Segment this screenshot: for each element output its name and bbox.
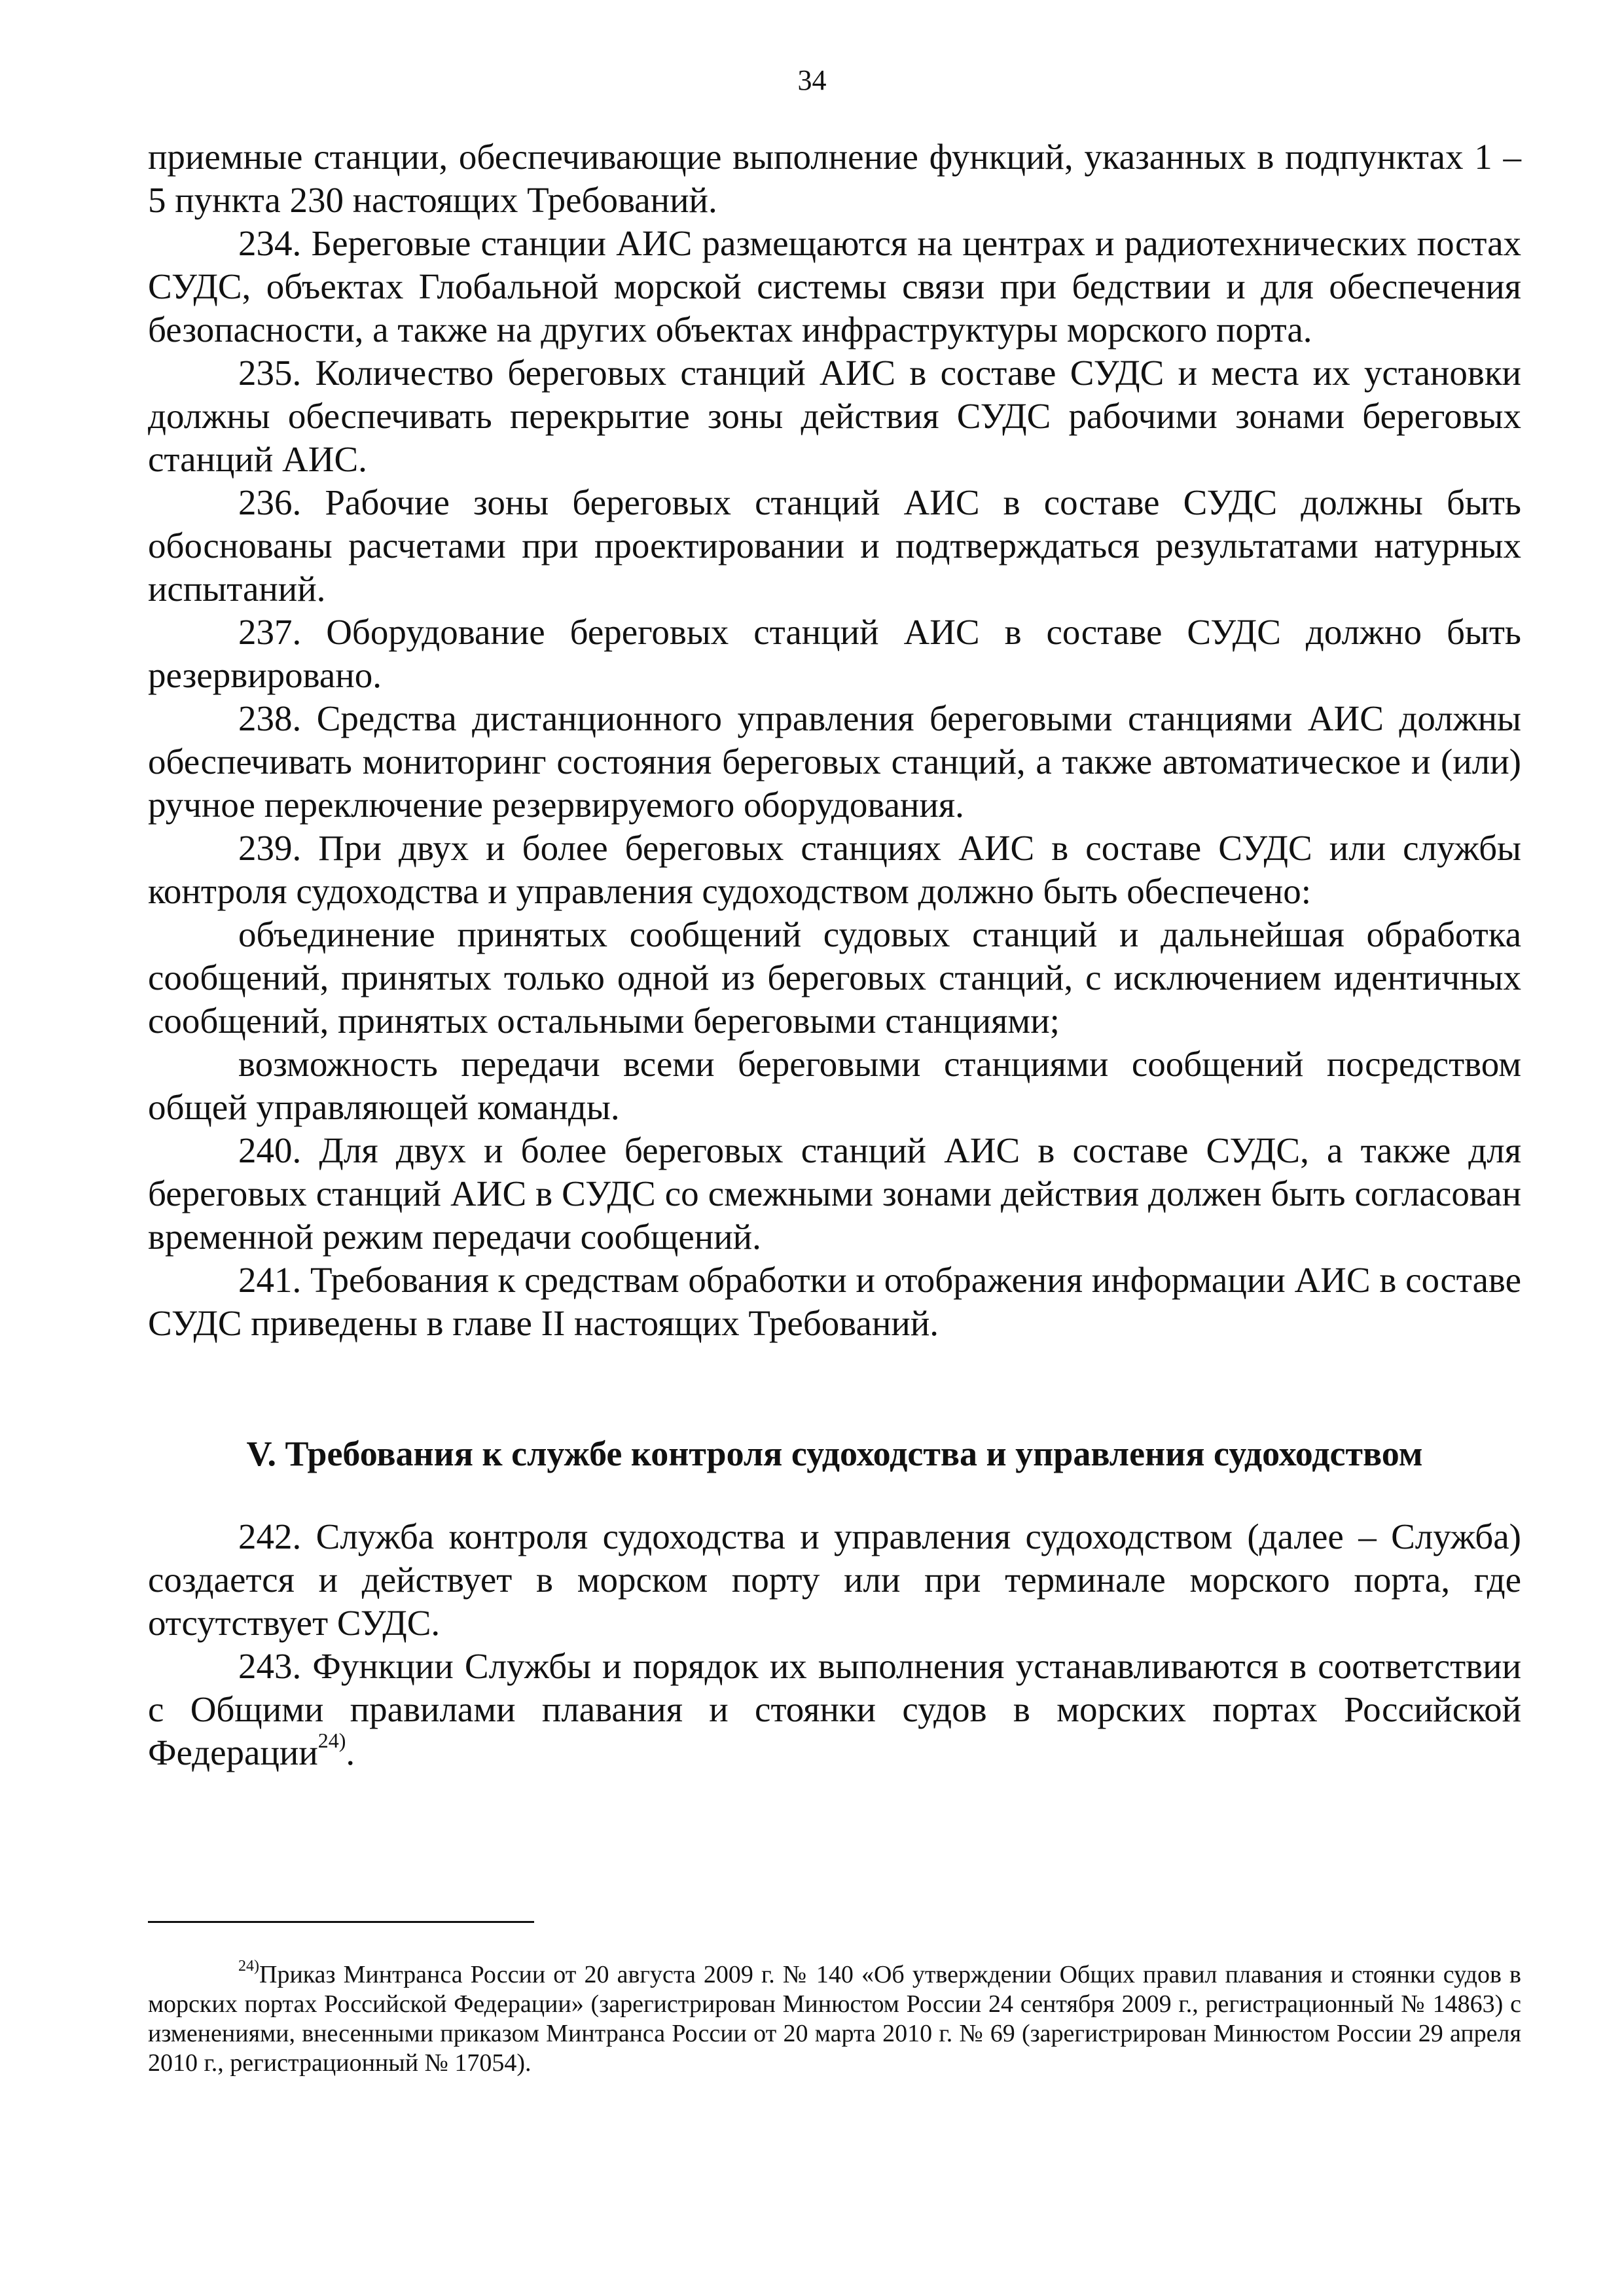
paragraph-236: 236. Рабочие зоны береговых станций АИС в составе СУДС должны быть обоснованы расчетами при проектировании и подтверждаться результатами натурных испытаний. — [148, 482, 1521, 609]
paragraph-continuation: приемные станции, обеспечивающие выполнение функций, указанных в подпунктах 1 – 5 пункта 230 настоящих Требований. — [148, 137, 1521, 220]
paragraph-243-text: 243. Функции Службы и порядок их выполнения устанавливаются в соответствии с Общими правилами плавания и стоянки судов в морских портах Российской Федерации — [148, 1646, 1521, 1772]
section-body — [148, 1515, 1521, 1774]
paragraph-239-item-1: объединение принятых сообщений судовых станций и дальнейшая обработка сообщений, принятых только одной из береговых станций, с исключением идентичных сообщений, принятых остальными береговыми станциями; — [148, 914, 1521, 1041]
page-number: 34 — [797, 64, 827, 96]
footnote-marker: 24) — [238, 1958, 259, 1975]
paragraph-241: 241. Требования к средствам обработки и отображения информации АИС в составе СУДС приведены в главе II настоящих Требований. — [148, 1260, 1521, 1343]
paragraph-234: 234. Береговые станции АИС размещаются на центрах и радиотехнических постах СУДС, объектах Глобальной морской системы связи при бедствии и для обеспечения безопасности, а также на других объектах инфраструктуры морского порта. — [148, 223, 1521, 350]
paragraph-237: 237. Оборудование береговых станций АИС в составе СУДС должно быть резервировано. — [148, 612, 1521, 695]
paragraph-235: 235. Количество береговых станций АИС в составе СУДС и места их установки должны обеспечивать перекрытие зоны действия СУДС рабочими зонами береговых станций АИС. — [148, 353, 1521, 479]
paragraph-243 — [148, 1645, 1521, 1774]
section-heading: V. Требования к службе контроля судоходства и управления судоходством — [246, 1434, 1423, 1473]
paragraph-242: 242. Служба контроля судоходства и управления судоходством (далее – Служба) создается и действует в морском порту или при терминале морского порта, где отсутствует СУДС. — [148, 1516, 1521, 1643]
footnote-reference: 24) — [317, 1729, 346, 1752]
paragraph-239: 239. При двух и более береговых станциях АИС в составе СУДС или службы контроля судоходства и управления судоходством должно быть обеспечено: — [148, 828, 1521, 911]
footnote-text: Приказ Минтранса России от 20 августа 2009 г. № 140 «Об утверждении Общих правил плавания и стоянки судов в морских портах Российской Федерации» (зарегистрирован Минюстом России 24 сентября 2009 г., регистрационный № 14863) с изменениями, внесенными приказом Минтранса России от 20 марта 2010 г. № 69 (зарегистрирован Минюстом России 29 апреля 2010 г., регистрационный № 17054). — [148, 1961, 1521, 2077]
paragraph-239-item-2: возможность передачи всеми береговыми станциями сообщений посредством общей управляющей команды. — [148, 1044, 1521, 1127]
footnote-separator — [148, 1921, 534, 1923]
paragraph-238: 238. Средства дистанционного управления береговыми станциями АИС должны обеспечивать мониторинг состояния береговых станций, а также автоматическое и (или) ручное переключение резервируемого оборудования. — [148, 698, 1521, 825]
footnote — [148, 1960, 1521, 2078]
paragraph-243-end: . — [346, 1732, 355, 1772]
paragraph-240: 240. Для двух и более береговых станций АИС в составе СУДС, а также для береговых станций АИС в СУДС со смежными зонами действия должен быть согласован временной режим передачи сообщений. — [148, 1130, 1521, 1257]
body-text — [148, 135, 1521, 1345]
